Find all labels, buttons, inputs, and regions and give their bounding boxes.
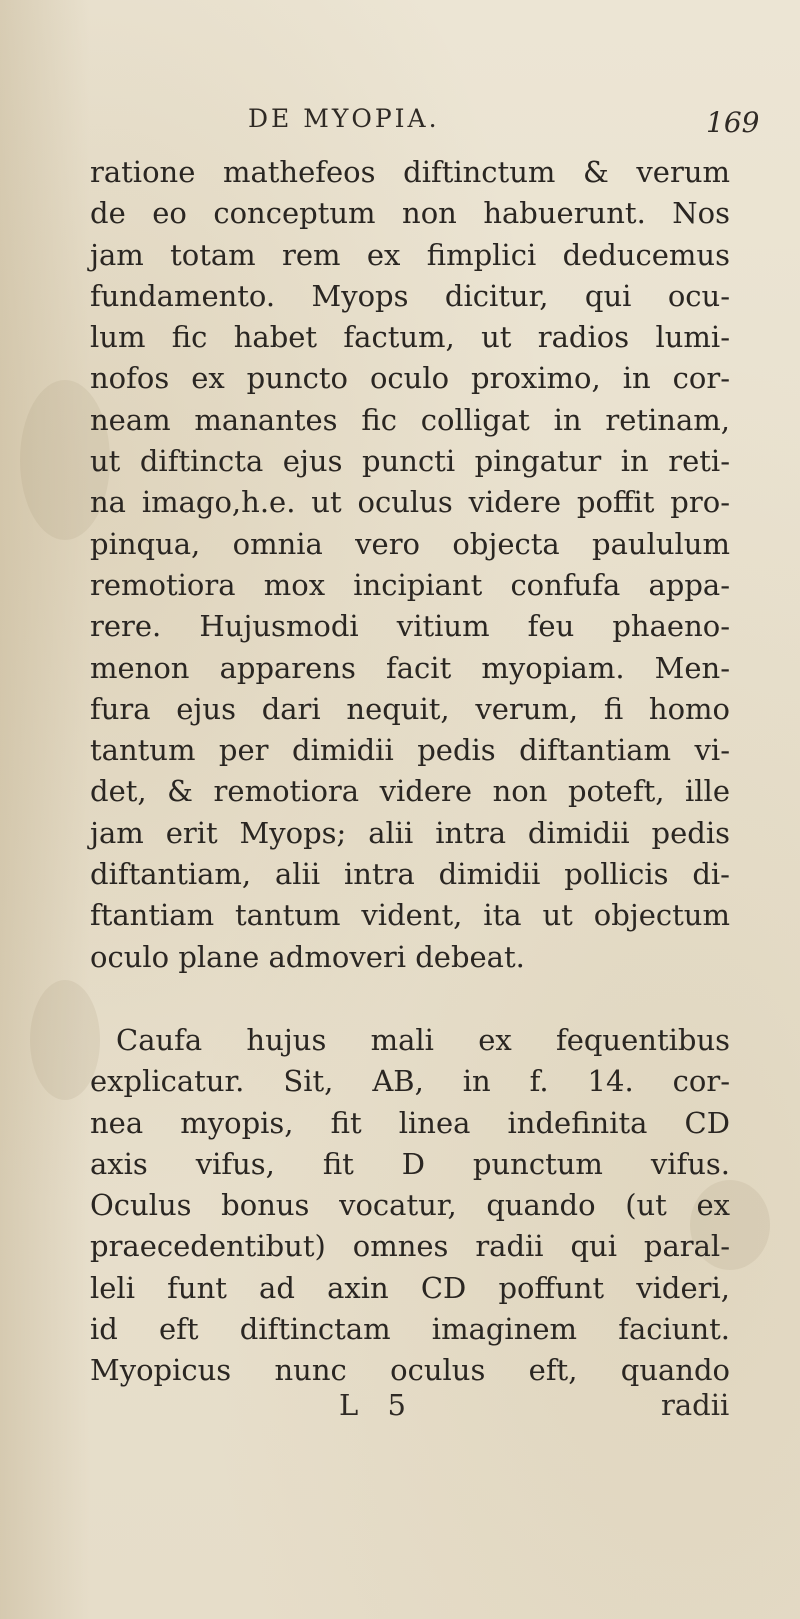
text-line: ratione mathefeos diftinctum & verum — [90, 155, 730, 189]
text-line: tantum per dimidii pedis diftantiam vi- — [90, 733, 730, 768]
text-line: leli funt ad axin CD poffunt videri, — [90, 1270, 730, 1305]
text-line: Caufa hujus mali ex fequentibus — [116, 1022, 730, 1057]
text-line: Myopicus nunc oculus eft, quando — [90, 1353, 730, 1388]
text-line: ftantiam tantum vident, ita ut objectum — [90, 898, 730, 933]
running-head: DE MYOPIA. — [248, 104, 440, 133]
text-line: id eft diftinctam imaginem faciunt. — [90, 1312, 730, 1347]
text-line: oculo plane admoveri debeat. — [90, 939, 525, 974]
text-line: de eo conceptum non habuerunt. Nos — [90, 196, 730, 231]
text-line: remotiora mox incipiant confufa appa- — [90, 567, 730, 602]
text-line: axis vifus, fit D punctum vifus. — [90, 1146, 730, 1181]
text-line: neam manantes fic colligat in retinam, — [90, 402, 730, 437]
page-header — [0, 100, 800, 150]
paragraph-gap — [90, 978, 730, 1020]
signature-mark: L 5 — [339, 1388, 416, 1422]
text-line: pinqua, omnia vero objecta paululum — [90, 526, 730, 561]
text-line: na imago,h.e. ut oculus videre poffit pro- — [90, 485, 730, 520]
page-number: 169 — [706, 106, 760, 139]
text-line: jam erit Myops; alii intra dimidii pedis — [90, 815, 730, 850]
paragraph-1 — [90, 152, 730, 978]
text-line: diftantiam, alii intra dimidii pollicis di- — [90, 857, 730, 892]
text-line: nea myopis, fit linea indefinita CD — [90, 1105, 730, 1140]
text-line: rere. Hujusmodi vitium feu phaeno- — [90, 609, 730, 644]
text-line: jam totam rem ex fimplici deducemus — [90, 237, 730, 272]
text-line: det, & remotiora videre non poteft, ille — [90, 774, 730, 809]
text-line: praecedentibut) omnes radii qui paral- — [90, 1229, 730, 1264]
text-line: menon apparens facit myopiam. Men- — [90, 650, 730, 685]
text-line: nofos ex puncto oculo proximo, in cor- — [90, 361, 730, 396]
catchword: radii — [661, 1388, 730, 1422]
text-line: Oculus bonus vocatur, quando (ut ex — [90, 1188, 730, 1223]
page-footer — [0, 1388, 800, 1432]
text-line: fura ejus dari nequit, verum, fi homo — [90, 691, 730, 726]
text-line: fundamento. Myops dicitur, qui ocu- — [90, 278, 730, 313]
text-line: lum fic habet factum, ut radios lumi- — [90, 320, 730, 355]
text-line: ut diftincta ejus puncti pingatur in reti- — [90, 444, 730, 479]
paragraph-2 — [90, 1020, 730, 1392]
body-text — [90, 152, 730, 1392]
text-line: explicatur. Sit, AB, in f. 14. cor- — [90, 1064, 730, 1099]
